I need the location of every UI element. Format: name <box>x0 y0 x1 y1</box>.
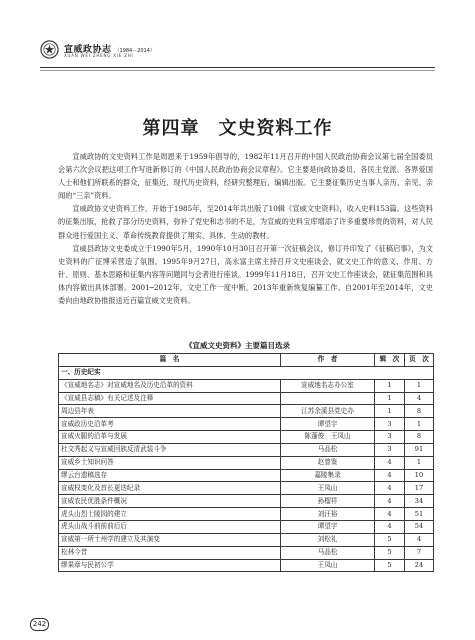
table-row <box>59 546 434 559</box>
row-volume: 1 <box>375 379 405 392</box>
row-author: 谭望宇 <box>281 520 375 533</box>
row-author: 陈蓬俊 王凤山 <box>281 431 375 444</box>
row-title: 《宣威县志稿》有关记述及注释 <box>59 392 281 405</box>
header-title: 宣威政协志 （1984－2014） <box>64 45 155 55</box>
table-row <box>59 379 434 392</box>
table-row <box>59 418 434 431</box>
chapter-title: 第四章 文史资料工作 <box>142 118 333 139</box>
running-header <box>40 40 435 74</box>
row-title: 周边县年表 <box>59 405 281 418</box>
row-title: 宣威第一所土州学的建立及其演变 <box>59 533 281 546</box>
header-rule-thin <box>40 70 435 71</box>
row-page: 24 <box>405 559 434 572</box>
column-header-author: 作 者 <box>281 354 375 367</box>
table-row <box>59 482 434 495</box>
row-page: 91 <box>405 443 434 456</box>
row-author: 谭望宇 <box>281 418 375 431</box>
table-header-row <box>59 354 434 367</box>
table-row <box>59 508 434 521</box>
row-page: 51 <box>405 508 434 521</box>
header-pinyin: XUAN WEI ZHENG XIE ZHI <box>64 53 134 58</box>
paragraph: 宣威县政协文史委成立于1990年5月，1990年10月30日召开第一次征稿会议，修订并印发了《征稿启事》，为文史资料的广征博采营造了氛围。1995年9月27日，高永富主席主持召开文史座谈会，就文史工作的意义、作用、方针、原则、基本思路和征集内容等问题同与会者进行座谈。1999年11月18日，召开文史工作座谈会，就征集范围和具体内容做出具体部署。2001─2012年，文史工作一度中断，2013年重新恢复编纂工作。自2001年至2014年，文史委向由地政协推报送近百篇宣威文史资料。 <box>58 243 433 306</box>
row-page: 8 <box>405 405 434 418</box>
row-title: 宣威火腿的沿革与发展 <box>59 431 281 444</box>
table-row <box>59 533 434 546</box>
row-page: 34 <box>405 495 434 508</box>
row-title: 宣威政历史沿革考 <box>59 418 281 431</box>
row-title: 宣威权变化及首长更迭纪录 <box>59 482 281 495</box>
row-volume: 1 <box>375 392 405 405</box>
row-title: 虎头山战斗前前前后后 <box>59 520 281 533</box>
row-volume: 4 <box>375 469 405 482</box>
row-page: 8 <box>405 431 434 444</box>
table-row <box>59 392 434 405</box>
row-author: 孙榴祥 <box>281 495 375 508</box>
table-row <box>59 469 434 482</box>
table-row <box>59 559 434 572</box>
row-page: 4 <box>405 533 434 546</box>
row-title: 宣威乡土知识问答 <box>59 456 281 469</box>
table-row <box>59 520 434 533</box>
row-page: 17 <box>405 482 434 495</box>
table-row <box>59 405 434 418</box>
row-volume: 5 <box>375 533 405 546</box>
row-page: 7 <box>405 546 434 559</box>
header-rule <box>40 67 435 68</box>
row-author: 嘉陵集录 <box>281 469 375 482</box>
category-label: 一、历史纪实 <box>59 366 434 379</box>
body-text <box>58 150 433 307</box>
row-page: 4 <box>405 392 434 405</box>
table-row <box>59 431 434 444</box>
row-page: 1 <box>405 418 434 431</box>
cppcc-emblem-icon <box>40 40 59 59</box>
row-author: 马品松 <box>281 443 375 456</box>
row-title: 缪云台遗稿选存 <box>59 469 281 482</box>
column-header-title: 篇 名 <box>59 354 281 367</box>
category-row <box>59 366 434 379</box>
row-volume: 4 <box>375 456 405 469</box>
row-author: 刘松礼 <box>281 533 375 546</box>
row-volume: 4 <box>375 495 405 508</box>
header-years: （1984－2014） <box>114 48 155 54</box>
row-author: 马品松 <box>281 546 375 559</box>
row-title: 杜文秀起义与宣威回族反清武装斗争 <box>59 443 281 456</box>
paragraph: 宣威政协的文史资料工作是周恩来于1959年倡导的，1982年11月召开的中国人民政治协商会议第七届全国委员会第六次会议把这项工作写进新修订的《中国人民政治协商会议章程》。它主要是向政协委员、各民主党派、各界爱国人士和他们所联系的群众，征集近、现代历史资料，经研究整理后，编辑出版。它主要征集历史当事人亲历、亲见、亲闻的“三亲”资料。 <box>58 152 433 201</box>
row-author: 王凤山 <box>281 482 375 495</box>
row-volume: 1 <box>375 405 405 418</box>
row-title: 宣威农民优胜条件概况 <box>59 495 281 508</box>
articles-table <box>58 353 434 572</box>
table-row <box>59 443 434 456</box>
table-row <box>59 495 434 508</box>
row-volume: 4 <box>375 482 405 495</box>
row-title: 松林今昔 <box>59 546 281 559</box>
page-number: 242 <box>30 618 49 631</box>
row-author: 赵曾鉴 <box>281 456 375 469</box>
row-title: 虎头山烈士陵园的建立 <box>59 508 281 521</box>
row-author: 王凤山 <box>281 559 375 572</box>
row-author <box>281 392 375 405</box>
column-header-volume: 辑 次 <box>375 354 405 367</box>
row-volume: 4 <box>375 508 405 521</box>
row-volume: 3 <box>375 443 405 456</box>
row-volume: 4 <box>375 520 405 533</box>
row-page: 54 <box>405 520 434 533</box>
column-header-page: 页 次 <box>405 354 434 367</box>
paragraph: 宣威政协文史资料工作，开始于1985年，至2014年共出版了10辑《宣威文史资料》，收入史料153篇。这些资料的征集出版，抢救了部分历史资料，弥补了党史和志书的不足，为宣威的史料宝库增添了许多重要珍贵的资料，对人民群众进行爱国主义、革命传统教育提供了翔实、具体、生动的教材。 <box>58 204 433 240</box>
row-author: 刘汪裕 <box>281 508 375 521</box>
row-volume: 5 <box>375 546 405 559</box>
row-page: 10 <box>405 469 434 482</box>
row-author: 宣威地名志办公室 <box>281 379 375 392</box>
row-volume: 5 <box>375 559 405 572</box>
row-volume: 3 <box>375 418 405 431</box>
row-volume: 3 <box>375 431 405 444</box>
row-title: 缪果章与民初公学 <box>59 559 281 572</box>
row-author: 江苏余溪县党史办 <box>281 405 375 418</box>
row-page: 1 <box>405 456 434 469</box>
row-title: 《宣威地名志》对宣威地名及历史沿革的资料 <box>59 379 281 392</box>
table-row <box>59 456 434 469</box>
row-page: 1 <box>405 379 434 392</box>
table-title: 《宣威文史资料》主要篇目选录 <box>185 341 290 350</box>
